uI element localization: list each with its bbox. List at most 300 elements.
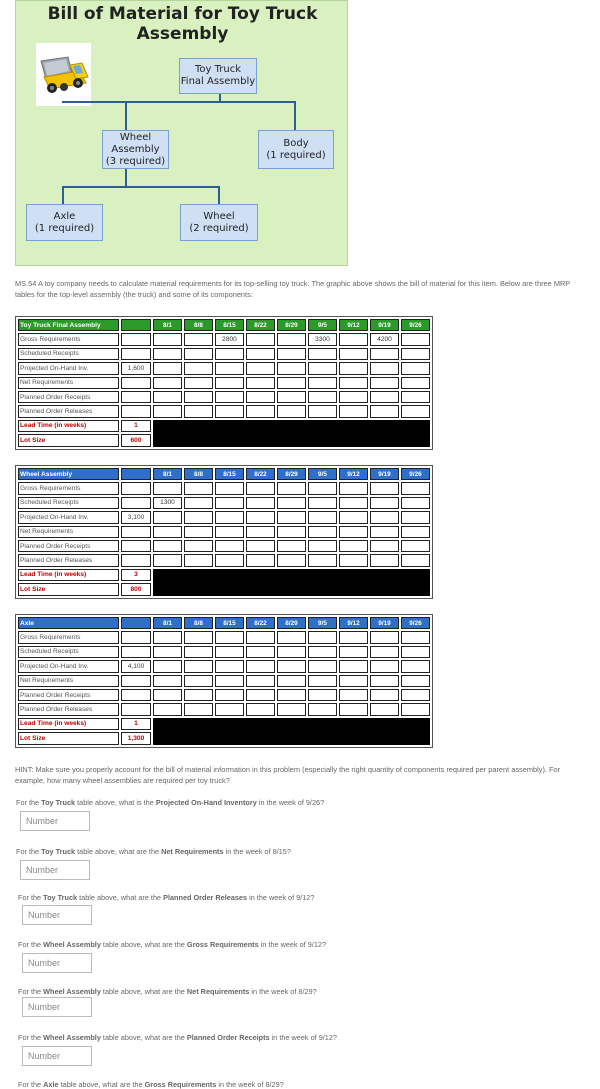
table-cell	[401, 554, 430, 566]
row-label: Gross Requirements	[18, 333, 119, 345]
week-header: 8/15	[215, 319, 244, 331]
table-cell	[121, 631, 151, 643]
table-cell	[246, 391, 275, 403]
row-label: Lot Size	[18, 583, 119, 595]
node-label: Axle	[53, 210, 76, 222]
table-cell	[370, 646, 399, 658]
table-cell	[308, 497, 337, 509]
week-header: 8/8	[184, 617, 213, 629]
lead-time-value: 1	[121, 718, 151, 730]
table-cell: 4,100	[121, 660, 151, 672]
week-header: 9/19	[370, 617, 399, 629]
table-cell	[215, 348, 244, 360]
table-row	[18, 497, 430, 509]
node-label: (3 required)	[105, 155, 166, 167]
table-cell	[121, 689, 151, 701]
table-cell	[184, 511, 213, 523]
table-cell: 3,100	[121, 511, 151, 523]
table-row	[18, 540, 430, 552]
node-wheel	[180, 204, 258, 241]
table-cell	[277, 675, 306, 687]
table-cell	[215, 646, 244, 658]
table-cell	[153, 689, 182, 701]
table-cell	[401, 405, 430, 417]
table-cell	[153, 646, 182, 658]
table-cell	[184, 391, 213, 403]
table-cell	[184, 405, 213, 417]
header-blank	[121, 319, 151, 331]
table-cell	[246, 526, 275, 538]
week-header: 9/19	[370, 319, 399, 331]
week-header: 8/29	[277, 319, 306, 331]
table-cell	[246, 333, 275, 345]
table-cell	[277, 497, 306, 509]
node-label: Toy Truck	[194, 64, 241, 75]
table-cell	[339, 703, 368, 715]
table-cell	[246, 482, 275, 494]
lot-size-value: 800	[121, 583, 151, 595]
table-cell	[153, 333, 182, 345]
table-cell	[153, 554, 182, 566]
question-text: For the Toy Truck table above, what is the Projected On-Hand Inventory in the week of 9/26?	[16, 798, 325, 807]
week-header: 9/26	[401, 617, 430, 629]
table-cell	[246, 631, 275, 643]
table-cell	[370, 540, 399, 552]
table-cell	[339, 391, 368, 403]
node-toy-truck-final-assembly	[179, 58, 257, 94]
table-cell	[121, 391, 151, 403]
question-text: For the Wheel Assembly table above, what are the Planned Order Receipts in the week of 9/12?	[18, 1033, 337, 1042]
table-cell	[184, 362, 213, 374]
table-cell	[339, 482, 368, 494]
week-header: 8/15	[215, 617, 244, 629]
table-title: Axle	[18, 617, 119, 629]
table-cell	[184, 554, 213, 566]
table-cell	[215, 703, 244, 715]
week-header: 8/1	[153, 617, 182, 629]
table-cell	[184, 703, 213, 715]
table-title: Toy Truck Final Assembly	[18, 319, 119, 331]
table-cell	[339, 631, 368, 643]
table-cell	[401, 689, 430, 701]
table-cell	[184, 660, 213, 672]
table-cell	[339, 689, 368, 701]
table-cell	[277, 511, 306, 523]
table-cell	[370, 482, 399, 494]
table-cell	[246, 377, 275, 389]
table-cell	[277, 526, 306, 538]
toy-truck-icon	[36, 43, 91, 106]
table-cell	[308, 689, 337, 701]
table-cell	[370, 348, 399, 360]
table-row	[18, 420, 430, 432]
header-blank	[121, 468, 151, 480]
table-row	[18, 348, 430, 360]
table-cell	[370, 703, 399, 715]
row-label: Net Requirements	[18, 675, 119, 687]
table-cell	[370, 511, 399, 523]
table-cell	[153, 377, 182, 389]
table-cell	[308, 511, 337, 523]
question-text: For the Wheel Assembly table above, what are the Gross Requirements in the week of 9/12?	[18, 940, 327, 949]
table-cell	[339, 348, 368, 360]
table-cell	[153, 660, 182, 672]
table-cell	[246, 660, 275, 672]
lot-size-value: 1,300	[121, 732, 151, 744]
table-cell	[370, 660, 399, 672]
table-cell	[339, 554, 368, 566]
table-cell	[277, 405, 306, 417]
table-cell	[277, 554, 306, 566]
problem-intro: MS.54 A toy company needs to calculate material requirements for its top-selling toy truck. The graphic above shows the bill of material for this item. Below are three MRP tables for the top-level assembly (the truck) and some of its components:	[15, 279, 571, 299]
row-label: Planned Order Receipts	[18, 391, 119, 403]
table-cell	[401, 631, 430, 643]
table-cell	[401, 646, 430, 658]
table-cell	[215, 554, 244, 566]
week-header: 9/12	[339, 468, 368, 480]
week-header: 8/22	[246, 617, 275, 629]
table-cell	[153, 526, 182, 538]
table-cell	[215, 482, 244, 494]
node-axle	[26, 204, 103, 241]
table-row	[18, 689, 430, 701]
row-label: Gross Requirements	[18, 631, 119, 643]
table-cell	[401, 526, 430, 538]
node-label: Assembly	[111, 143, 160, 155]
table-cell	[308, 554, 337, 566]
row-label: Scheduled Receipts	[18, 348, 119, 360]
week-header: 9/5	[308, 468, 337, 480]
table-cell	[370, 391, 399, 403]
table-cell	[339, 675, 368, 687]
table-cell	[401, 482, 430, 494]
node-label: (1 required)	[266, 149, 326, 161]
table-row	[18, 660, 430, 672]
table-cell	[121, 497, 151, 509]
node-label: Final Assembly	[180, 76, 256, 87]
table-cell: 1,600	[121, 362, 151, 374]
node-label: Body	[283, 137, 309, 149]
row-label: Projected On-Hand Inv.	[18, 660, 119, 672]
table-cell	[401, 391, 430, 403]
table-row	[18, 646, 430, 658]
table-cell	[246, 540, 275, 552]
row-label: Planned Order Releases	[18, 703, 119, 715]
mrp-table-toy-truck	[15, 316, 433, 450]
row-label: Net Requirements	[18, 526, 119, 538]
table-row	[18, 333, 430, 345]
table-cell	[215, 631, 244, 643]
table-cell	[215, 391, 244, 403]
table-cell	[153, 362, 182, 374]
table-cell	[184, 675, 213, 687]
table-cell	[277, 391, 306, 403]
blacked-out-area	[153, 569, 430, 596]
table-cell	[277, 348, 306, 360]
mrp-table-axle	[15, 614, 433, 748]
week-header: 9/5	[308, 319, 337, 331]
table-cell	[153, 405, 182, 417]
table-cell	[246, 554, 275, 566]
table-row	[18, 554, 430, 566]
week-header: 9/19	[370, 468, 399, 480]
table-cell	[277, 362, 306, 374]
table-cell	[370, 554, 399, 566]
table-cell	[401, 660, 430, 672]
table-cell	[277, 333, 306, 345]
week-header: 8/29	[277, 468, 306, 480]
table-cell	[184, 631, 213, 643]
table-cell	[153, 391, 182, 403]
table-cell	[308, 362, 337, 374]
bom-title: Bill of Material for Toy Truck Assembly	[47, 4, 318, 44]
table-cell	[339, 405, 368, 417]
table-cell: 1300	[153, 497, 182, 509]
table-cell	[339, 333, 368, 345]
table-cell	[308, 646, 337, 658]
table-cell	[370, 377, 399, 389]
week-header: 9/26	[401, 319, 430, 331]
question-text: For the Axle table above, what are the Gross Requirements in the week of 8/29?	[18, 1080, 284, 1089]
table-row	[18, 377, 430, 389]
table-cell	[121, 482, 151, 494]
question-text: For the Toy Truck table above, what are the Net Requirements in the week of 8/15?	[16, 847, 291, 856]
row-label: Projected On-Hand Inv.	[18, 511, 119, 523]
table-cell	[401, 497, 430, 509]
table-cell	[339, 526, 368, 538]
table-row	[18, 526, 430, 538]
table-cell	[308, 675, 337, 687]
lead-time-value: 1	[121, 420, 151, 432]
table-cell	[215, 660, 244, 672]
question-text: For the Wheel Assembly table above, what are the Net Requirements in the week of 8/29?	[18, 987, 317, 996]
table-cell	[215, 526, 244, 538]
row-label: Planned Order Releases	[18, 554, 119, 566]
week-header: 9/26	[401, 468, 430, 480]
table-cell	[308, 631, 337, 643]
row-label: Planned Order Releases	[18, 405, 119, 417]
week-header: 8/8	[184, 468, 213, 480]
table-cell	[121, 646, 151, 658]
table-cell	[308, 391, 337, 403]
table-cell	[308, 405, 337, 417]
table-cell	[121, 526, 151, 538]
toy-truck-image	[36, 43, 91, 106]
lead-time-value: 3	[121, 569, 151, 581]
answer-input[interactable]: Number	[22, 953, 92, 973]
week-header: 8/22	[246, 468, 275, 480]
blacked-out-area	[153, 718, 430, 745]
table-cell	[277, 646, 306, 658]
table-cell	[153, 482, 182, 494]
table-cell	[184, 482, 213, 494]
week-header: 8/29	[277, 617, 306, 629]
row-label: Lead Time (in weeks)	[18, 718, 119, 730]
week-header: 8/1	[153, 468, 182, 480]
table-cell	[339, 540, 368, 552]
table-row	[18, 703, 430, 715]
table-cell	[215, 405, 244, 417]
table-cell	[246, 348, 275, 360]
table-cell	[308, 377, 337, 389]
table-cell	[339, 646, 368, 658]
mrp-table-wheel-assembly	[15, 465, 433, 599]
lot-size-value: 600	[121, 434, 151, 446]
week-header: 9/12	[339, 617, 368, 629]
node-label: (1 required)	[34, 222, 95, 234]
table-row	[18, 511, 430, 523]
table-cell	[121, 405, 151, 417]
table-row	[18, 405, 430, 417]
table-cell	[121, 333, 151, 345]
table-cell	[277, 540, 306, 552]
week-header: 9/12	[339, 319, 368, 331]
table-cell	[153, 511, 182, 523]
table-cell: 2800	[215, 333, 244, 345]
table-cell	[121, 377, 151, 389]
table-cell	[401, 675, 430, 687]
row-label: Planned Order Receipts	[18, 540, 119, 552]
table-cell	[246, 511, 275, 523]
node-label: (2 required)	[189, 222, 249, 234]
table-cell	[184, 540, 213, 552]
table-cell	[370, 362, 399, 374]
table-cell	[184, 333, 213, 345]
table-cell	[277, 703, 306, 715]
table-cell	[121, 675, 151, 687]
question-text: For the Toy Truck table above, what are the Planned Order Releases in the week of 9/12?	[18, 893, 315, 902]
bom-diagram	[15, 0, 348, 266]
table-cell	[370, 675, 399, 687]
table-cell	[121, 348, 151, 360]
table-cell	[153, 348, 182, 360]
table-cell	[401, 511, 430, 523]
answer-input[interactable]: Number	[22, 1046, 92, 1066]
table-cell	[153, 703, 182, 715]
row-label: Scheduled Receipts	[18, 497, 119, 509]
table-cell	[246, 646, 275, 658]
table-cell	[308, 348, 337, 360]
table-cell	[153, 540, 182, 552]
table-cell	[277, 631, 306, 643]
week-header: 8/15	[215, 468, 244, 480]
row-label: Gross Requirements	[18, 482, 119, 494]
table-cell	[277, 377, 306, 389]
table-cell	[401, 362, 430, 374]
table-row	[18, 391, 430, 403]
row-label: Projected On-Hand Inv.	[18, 362, 119, 374]
table-cell	[215, 689, 244, 701]
table-cell	[184, 377, 213, 389]
table-row	[18, 482, 430, 494]
table-row	[18, 631, 430, 643]
table-cell	[121, 540, 151, 552]
table-cell	[401, 703, 430, 715]
week-header: 8/1	[153, 319, 182, 331]
table-row	[18, 718, 430, 730]
table-cell	[339, 377, 368, 389]
table-cell	[121, 703, 151, 715]
table-cell	[215, 675, 244, 687]
table-cell	[339, 511, 368, 523]
week-header: 8/22	[246, 319, 275, 331]
table-cell: 4200	[370, 333, 399, 345]
table-row	[18, 362, 430, 374]
table-cell	[370, 526, 399, 538]
header-blank	[121, 617, 151, 629]
answer-input[interactable]: Number	[20, 860, 90, 880]
row-label: Lot Size	[18, 434, 119, 446]
table-cell	[215, 540, 244, 552]
table-cell	[184, 689, 213, 701]
answer-input[interactable]: Number	[22, 905, 92, 925]
table-cell	[401, 348, 430, 360]
table-row	[18, 675, 430, 687]
table-cell	[370, 405, 399, 417]
node-body	[258, 130, 334, 169]
answer-input[interactable]: Number	[22, 997, 92, 1017]
table-cell	[277, 660, 306, 672]
table-cell	[215, 362, 244, 374]
table-cell	[401, 333, 430, 345]
table-cell	[215, 497, 244, 509]
row-label: Lot Size	[18, 732, 119, 744]
table-cell	[339, 660, 368, 672]
table-row	[18, 569, 430, 581]
table-cell	[215, 511, 244, 523]
table-cell	[246, 689, 275, 701]
table-cell	[246, 703, 275, 715]
table-cell	[277, 482, 306, 494]
row-label: Net Requirements	[18, 377, 119, 389]
week-header: 9/5	[308, 617, 337, 629]
table-cell	[184, 526, 213, 538]
table-cell	[121, 554, 151, 566]
table-cell	[277, 689, 306, 701]
row-label: Planned Order Receipts	[18, 689, 119, 701]
table-cell	[370, 631, 399, 643]
table-cell	[153, 631, 182, 643]
table-cell	[215, 377, 244, 389]
answer-input[interactable]: Number	[20, 811, 90, 831]
table-cell	[308, 526, 337, 538]
table-cell	[370, 497, 399, 509]
table-cell	[308, 482, 337, 494]
node-label: Wheel	[119, 131, 152, 143]
table-cell	[370, 689, 399, 701]
table-cell	[339, 497, 368, 509]
node-wheel-assembly	[102, 130, 169, 169]
table-cell	[308, 703, 337, 715]
table-cell	[401, 540, 430, 552]
table-cell	[246, 497, 275, 509]
table-cell	[246, 362, 275, 374]
table-cell	[308, 660, 337, 672]
table-cell	[153, 675, 182, 687]
table-title: Wheel Assembly	[18, 468, 119, 480]
node-label: Wheel	[203, 210, 235, 222]
row-label: Lead Time (in weeks)	[18, 420, 119, 432]
table-cell	[401, 377, 430, 389]
table-cell	[308, 540, 337, 552]
table-cell	[184, 497, 213, 509]
hint-text: HINT: Make sure you properly account for the bill of material information in this problem (especially the right quantity of components required per parent assembly). For example, how many wheel assemblies are required per toy truck?	[15, 765, 561, 785]
week-header: 8/8	[184, 319, 213, 331]
row-label: Scheduled Receipts	[18, 646, 119, 658]
table-cell	[246, 405, 275, 417]
row-label: Lead Time (in weeks)	[18, 569, 119, 581]
table-cell: 3300	[308, 333, 337, 345]
